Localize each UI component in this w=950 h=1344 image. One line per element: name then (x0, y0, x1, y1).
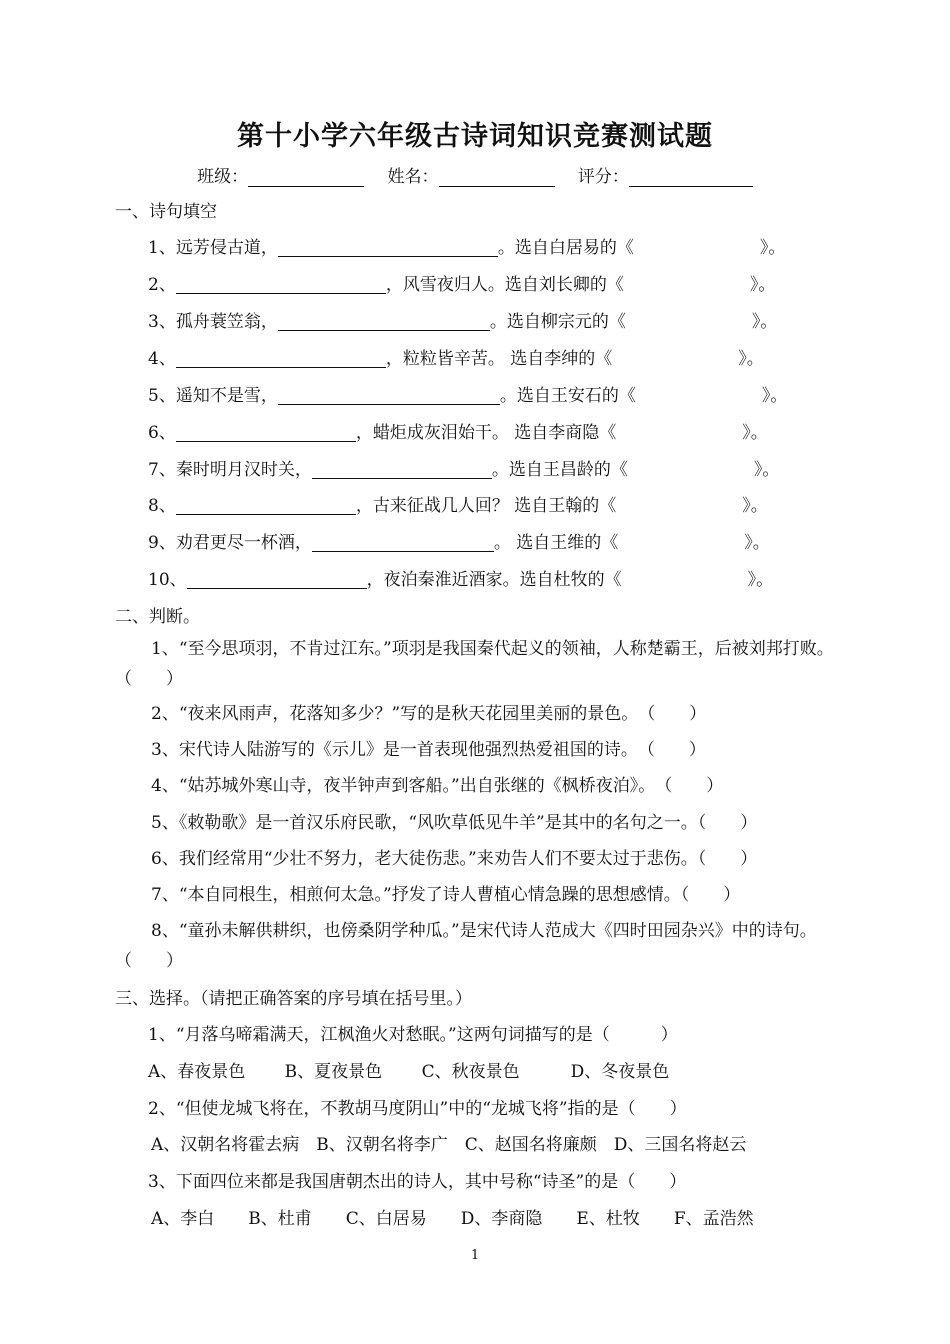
question-source: 。选自王安石的《 (499, 386, 636, 406)
judgment-item: 4、“姑苏城外寒山寺，夜半钟声到客船。”出自张继的《枫桥夜泊》。 （ ） (151, 776, 724, 796)
score-blank[interactable] (629, 168, 753, 187)
judgment-item: 5、《敕勒歌》是一首汉乐府民歌，“风吹草低见牛羊”是其中的名句之一。（ ） (151, 813, 758, 833)
answer-blank[interactable] (176, 495, 356, 515)
fill-question (148, 455, 779, 480)
question-source: 。选自王昌龄的《 (491, 460, 628, 480)
score-label: 评分： (577, 167, 629, 187)
question-end: 》。 (751, 312, 778, 332)
question-source: ，蜡炬成灰泪始干。 选自李商隐《 (355, 423, 617, 443)
question-text: 1、远芳侵古道， (148, 238, 278, 258)
question-end: 》。 (738, 349, 764, 369)
choice-options: A、汉朝名将霍去病 B、汉朝名将李广 C、赵国名将廉颇 D、三国名将赵云 (151, 1135, 747, 1155)
answer-blank[interactable] (278, 385, 500, 405)
fill-question (148, 307, 777, 332)
question-end: 》。 (759, 238, 786, 258)
student-info-row (0, 162, 950, 187)
answer-blank[interactable] (312, 532, 494, 552)
judgment-item: 2、“夜来风雨声，花落知多少？”写的是秋天花园里美丽的景色。 （ ） (151, 704, 707, 724)
name-field (388, 167, 555, 187)
name-blank[interactable] (439, 168, 555, 187)
judgment-item: 8、“童孙未解供耕织，也傍桑阴学种瓜。”是宋代诗人范成大《四时田园杂兴》中的诗句。（ ） (115, 921, 817, 971)
question-source: ，风雪夜归人。选自刘长卿的《 (385, 275, 624, 295)
fill-question (148, 381, 787, 406)
answer-blank[interactable] (312, 459, 492, 479)
question-text: 5、遥知不是雪， (148, 386, 278, 406)
choice-options: A、李白 B、杜甫 C、白居易 D、李商隐 E、杜牧 F、孟浩然 (151, 1209, 754, 1229)
question-text: 6、 (148, 423, 176, 443)
fill-question (148, 565, 773, 590)
question-end: 》。 (761, 386, 788, 406)
judgment-item: 7、“本自同根生，相煎何太急。”抒发了诗人曹植心情急躁的思想感情。（ ） (151, 885, 741, 905)
page-number: 1 (470, 1248, 480, 1263)
question-end: 》。 (747, 570, 774, 590)
name-label: 姓名： (387, 167, 439, 187)
question-end: 》。 (742, 423, 768, 443)
score-field (578, 167, 753, 187)
question-text: 9、劝君更尽一杯酒， (148, 533, 312, 553)
choice-question: 1、“月落乌啼霜满天，江枫渔火对愁眠。”这两句词描写的是（ ） (148, 1025, 678, 1045)
section-3-heading: 三、选择。（请把正确答案的序号填在括号里。） (115, 989, 472, 1009)
question-text: 2、 (148, 275, 176, 295)
answer-blank[interactable] (176, 348, 386, 368)
answer-blank[interactable] (278, 237, 498, 257)
answer-blank[interactable] (187, 569, 367, 589)
answer-blank[interactable] (176, 274, 386, 294)
choice-question: 2、“但使龙城飞将在，不教胡马度阴山”中的“龙城飞将”指的是（ ） (148, 1099, 687, 1119)
question-source: 。选自柳宗元的《 (489, 312, 626, 332)
fill-question (148, 270, 775, 295)
question-source: 。 选自王维的《 (493, 533, 619, 553)
fill-question (148, 418, 768, 443)
fill-question (148, 233, 785, 258)
question-end: 》。 (742, 496, 768, 516)
fill-question (148, 491, 768, 516)
question-text: 8、 (148, 496, 176, 516)
question-source: ，夜泊秦淮近酒家。选自杜牧的《 (366, 570, 622, 590)
answer-blank[interactable] (176, 422, 356, 442)
class-field (197, 167, 364, 187)
fill-question (148, 344, 764, 369)
answer-blank[interactable] (278, 311, 490, 331)
question-text: 10、 (148, 570, 187, 590)
question-text: 4、 (148, 349, 176, 369)
judgment-item: 6、我们经常用“少壮不努力，老大徒伤悲。”来劝告人们不要太过于悲伤。（ ） (151, 849, 758, 869)
question-source: ，粒粒皆辛苦。 选自李绅的《 (385, 349, 613, 369)
question-source: 。选自白居易的《 (497, 238, 634, 258)
question-end: 》。 (749, 275, 776, 295)
question-text: 3、孤舟蓑笠翁， (148, 312, 278, 332)
question-source: ，古来征战几人回？ 选自王翰的《 (355, 496, 617, 516)
fill-question (148, 528, 770, 553)
judgment-item: 3、宋代诗人陆游写的《示儿》是一首表现他强烈热爱祖国的诗。 （ ） (151, 740, 706, 760)
section-2-heading: 二、判断。 (115, 607, 200, 627)
class-label: 班级： (197, 167, 249, 187)
choice-options: A、春夜景色 B、夏夜景色 C、秋夜景色 D、冬夜景色 (148, 1062, 670, 1082)
section-1-heading: 一、诗句填空 (115, 202, 217, 222)
page-title: 第十小学六年级古诗词知识竞赛测试题 (237, 121, 713, 152)
choice-question: 3、下面四位来都是我国唐朝杰出的诗人，其中号称“诗圣”的是（ ） (148, 1172, 687, 1192)
question-text: 7、秦时明月汉时关， (148, 460, 312, 480)
judgment-item: 1、“至今思项羽，不肯过江东。”项羽是我国秦代起义的领袖，人称楚霸王，后被刘邦打败。（ ） (115, 639, 834, 689)
question-end: 》。 (744, 533, 770, 553)
class-blank[interactable] (248, 168, 364, 187)
question-end: 》。 (753, 460, 780, 480)
